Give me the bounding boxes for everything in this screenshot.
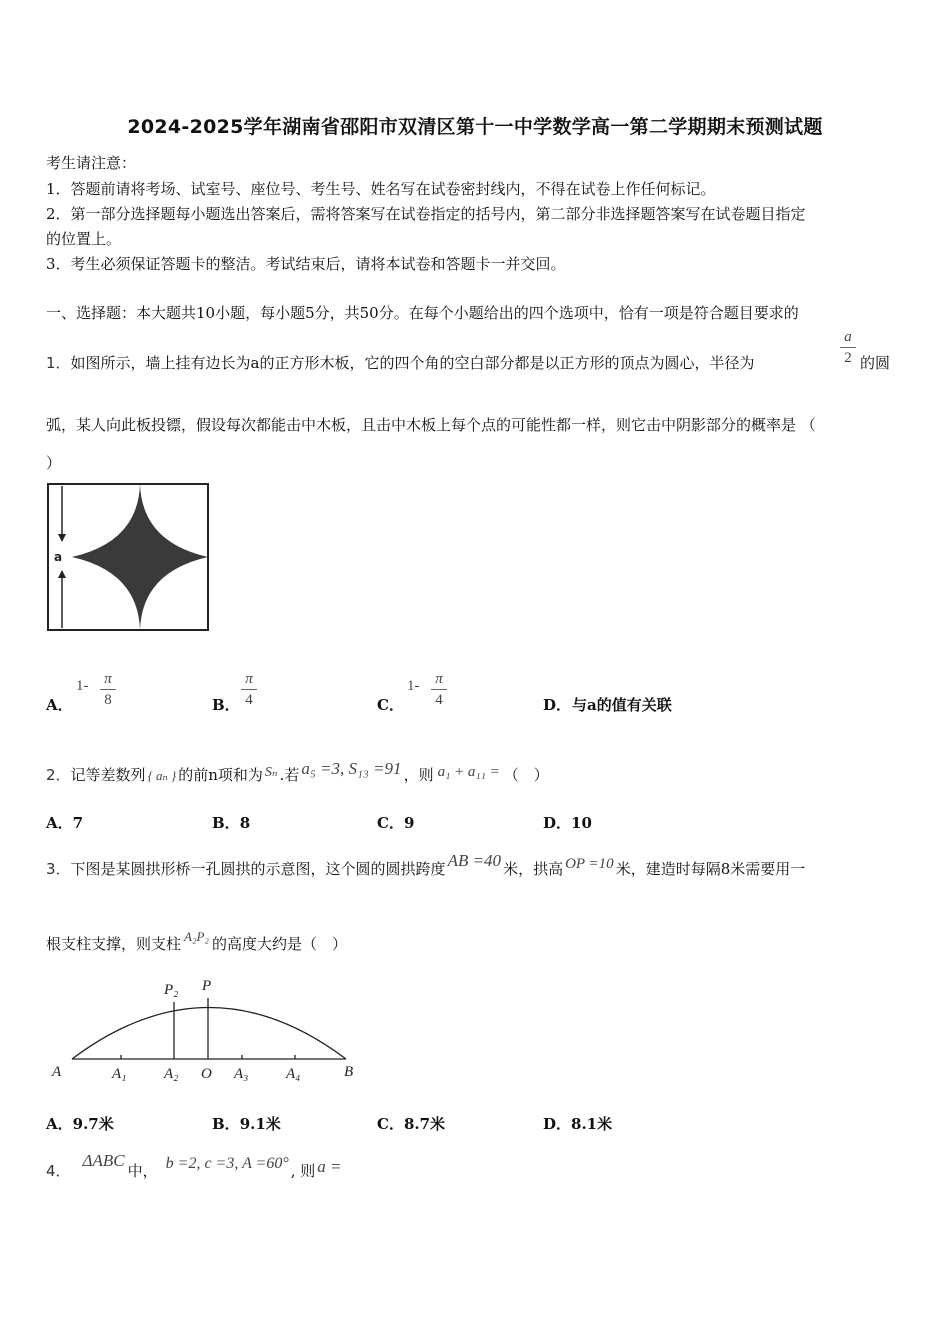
target-expression: a₁ + a₁₁ =: [437, 764, 500, 780]
q1-option-c-label: C．: [377, 696, 404, 714]
question-number: 3．: [46, 860, 71, 878]
q2-option-d: [543, 812, 592, 833]
question-3-text-2: 米，拱高: [503, 860, 564, 878]
q1-option-c-prefix: 1-: [407, 678, 420, 694]
q1-option-c-fraction: [431, 670, 447, 709]
label-a: A: [52, 1064, 62, 1080]
fraction-numerator: π: [104, 671, 112, 687]
fraction-denominator: 4: [435, 692, 443, 708]
option-label: C．: [377, 1115, 404, 1133]
fraction-numerator: π: [435, 671, 443, 687]
answer-parentheses: （ ）: [503, 766, 549, 784]
notice-item-2-cont: 的位置上。: [46, 230, 122, 248]
option-label: B．: [212, 1115, 240, 1133]
option-text: 9.1米: [239, 1115, 281, 1133]
fraction-bar: [840, 347, 856, 348]
q1-option-d-label: D．: [543, 696, 572, 714]
option-text: 8: [239, 814, 251, 832]
question-3-text-4: 根支柱支撑，则支柱: [46, 935, 182, 953]
option-text: 9.7米: [72, 1115, 114, 1133]
fraction-bar: [241, 689, 257, 690]
q1-option-b-label: B．: [212, 696, 240, 714]
dimension-label: a: [54, 550, 63, 564]
option-text: 10: [571, 814, 592, 832]
triangle-notation: ΔABC: [82, 1151, 125, 1170]
question-2-text-3: .若: [279, 766, 300, 784]
question-number: 1．: [46, 354, 71, 372]
question-2-text-1: 记等差数列: [70, 766, 146, 784]
section-heading: 一、选择题：本大题共10小题，每小题5分，共50分。在每个小题给出的四个选项中，恰有一项是符合题目要求的: [46, 304, 799, 322]
arch-curve: [72, 1008, 346, 1060]
fraction-bar: [100, 689, 116, 690]
q3-option-d: [543, 1113, 612, 1134]
question-3-text-5: 的高度大约是（ ）: [211, 935, 347, 953]
arrow-down-icon: [58, 534, 66, 542]
page-title: 2024-2025学年湖南省邵阳市双清区第十一中学数学高一第二学期期末预测试题: [127, 116, 823, 138]
q1-option-b-fraction: [241, 670, 257, 709]
question-3-line-2: [46, 929, 347, 954]
option-label: C．: [377, 814, 404, 832]
q1-option-d-text: 与a的值有关联: [572, 696, 672, 714]
option-label: A．: [46, 1115, 73, 1133]
fraction-a-over-2: [840, 328, 856, 367]
sum-notation: Sₙ: [264, 765, 278, 780]
q1-option-a-prefix: 1-: [76, 678, 89, 694]
pillar-notation: A₂P₂: [184, 929, 209, 944]
question-4-text-2: , 则: [290, 1162, 316, 1180]
option-label: D．: [543, 1115, 572, 1133]
notice-item-3: 3．考生必须保证答题卡的整洁。考试结束后，请将本试卷和答题卡一并交回。: [46, 255, 566, 273]
option-text: 7: [72, 814, 84, 832]
sequence-notation: { aₙ }: [147, 768, 177, 783]
option-text: 8.1米: [571, 1115, 613, 1133]
question-1-text-end: 的圆: [860, 354, 891, 372]
fraction-numerator: a: [844, 329, 852, 345]
question-1-text: 如图所示，墙上挂有边长为a的正方形木板，它的四个角的空白部分都是以正方形的顶点为圆心，半径为: [70, 354, 755, 372]
label-a3: A₃: [234, 1066, 249, 1082]
question-1-line-1: [46, 352, 755, 373]
q2-option-a: [46, 812, 83, 833]
arch-bridge-figure: [44, 974, 374, 1086]
q3-option-b: [212, 1113, 281, 1134]
option-label: D．: [543, 814, 572, 832]
option-label: B．: [212, 814, 240, 832]
q1-option-a-label: A．: [46, 696, 73, 714]
fraction-bar: [431, 689, 447, 690]
label-b: B: [344, 1064, 354, 1080]
q3-option-a: [46, 1113, 114, 1134]
shaded-region: [72, 484, 208, 630]
q3-option-c: [377, 1113, 445, 1134]
question-1-line-2: 弧，某人向此板投镖，假设每次都能击中木板，且击中木板上每个点的可能性都一样，则它击中阴影部分的概率是 （: [46, 416, 816, 434]
label-a2: A₂: [164, 1066, 179, 1082]
question-3-text-3: 米，建造时每隔8米需要用一: [615, 860, 806, 878]
target-expression: a =: [317, 1157, 342, 1176]
height-expression: OP =10: [565, 856, 614, 872]
question-number: 2．: [46, 766, 71, 784]
question-number: 4．: [46, 1162, 71, 1180]
label-o: O: [201, 1066, 212, 1082]
condition-expression: a₅ =3, S₁₃ =91: [301, 759, 402, 778]
question-3-line-1: [46, 851, 806, 879]
q2-option-c: [377, 812, 414, 833]
option-text: 8.7米: [403, 1115, 446, 1133]
question-3-text-1: 下图是某圆拱形桥一孔圆拱的示意图，这个圆的圆拱跨度: [70, 860, 446, 878]
dartboard-figure: [44, 480, 214, 636]
notice-heading: 考生请注意：: [46, 154, 137, 172]
notice-item-2: 2．第一部分选择题每小题选出答案后，需将答案写在试卷指定的括号内，第二部分非选择题答案写在试卷题目指定: [46, 205, 806, 223]
fraction-denominator: 2: [844, 350, 852, 366]
option-label: A．: [46, 814, 73, 832]
fraction-denominator: 4: [245, 692, 253, 708]
question-2-text-2: 的前n项和为: [178, 766, 263, 784]
label-a1: A₁: [112, 1066, 127, 1082]
fraction-denominator: 8: [104, 692, 112, 708]
question-2-text-4: ，则: [403, 766, 434, 784]
question-2-line: [46, 759, 549, 785]
q2-option-b: [212, 812, 250, 833]
label-a4: A₄: [286, 1066, 301, 1082]
label-p2: P₂: [164, 982, 179, 998]
notice-item-1: 1．答题前请将考场、试室号、座位号、考生号、姓名写在试卷密封线内，不得在试卷上作任何标记。: [46, 180, 716, 198]
span-expression: AB =40: [447, 851, 502, 870]
question-4-text-1: 中，: [127, 1162, 158, 1180]
question-4-line: [46, 1151, 344, 1181]
label-p: P: [202, 978, 212, 994]
fraction-numerator: π: [245, 671, 253, 687]
arrow-up-icon: [58, 570, 66, 578]
condition-expression: b =2, c =3, A =60°: [165, 1155, 289, 1172]
q1-option-a-fraction: [100, 670, 116, 709]
question-1-line-3: ）: [46, 454, 62, 472]
option-text: 9: [403, 814, 415, 832]
